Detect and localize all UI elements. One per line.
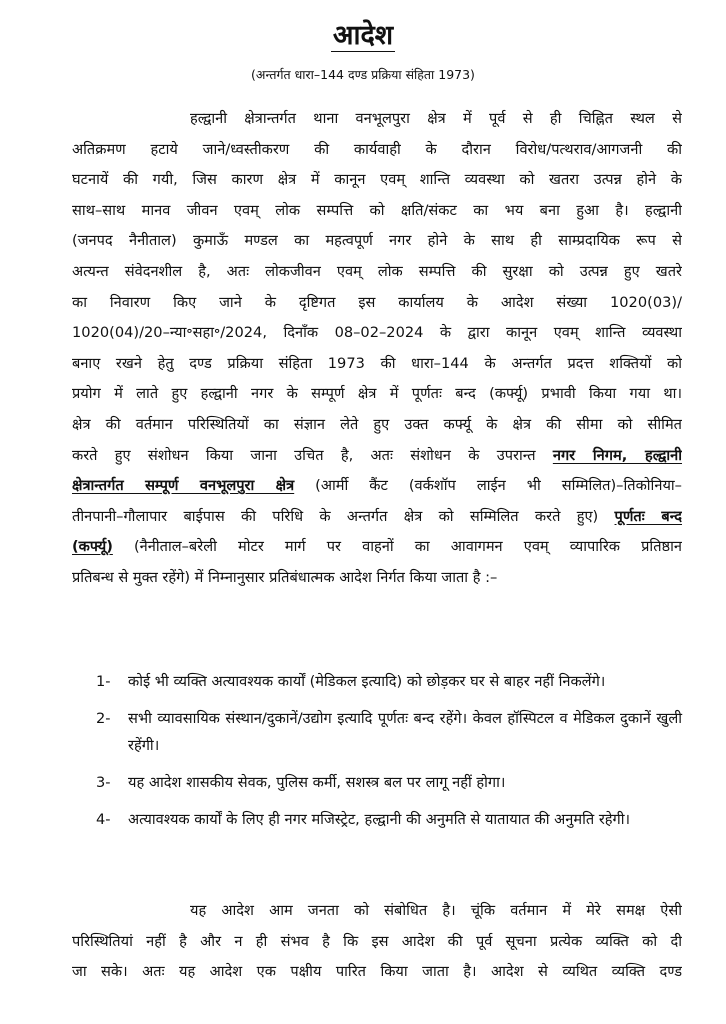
para1-line bbox=[72, 441, 682, 472]
para1-text: करते हुए संशोधन किया जाना उचित है, अतः संशोधन के उपरान्त bbox=[72, 446, 553, 464]
underlined-area-text: नगर निगम, हल्द्वानी bbox=[552, 446, 682, 464]
para1-line: घटनायें की गयी, जिस कारण क्षेत्र में कानून एवम् शान्ति व्यवस्था को खतरा उत्पन्न होने के bbox=[72, 171, 682, 189]
para1-line: का निवारण किए जाने के दृष्टिगत इस कार्यालय के आदेश संख्या 1020(03)/ bbox=[72, 293, 682, 311]
para1-line: हल्द्वानी क्षेत्रान्तर्गत थाना वनभूलपुरा क्षेत्र में पूर्व से ही चिह्नित स्थल से bbox=[190, 110, 682, 127]
para1-line bbox=[72, 502, 682, 533]
order-title-text: आदेश bbox=[332, 20, 394, 51]
para2-line: परिस्थितियां नहीं है और न ही संभव है कि इस आदेश की पूर्व सूचना प्रत्येक व्यक्ति को दी bbox=[72, 932, 682, 950]
underlined-curfew-text: पूर्णतः बन्द bbox=[614, 507, 682, 525]
list-item bbox=[72, 668, 682, 695]
para1-line: अत्यन्त संवेदनशील है, अतः लोकजीवन एवम् लोक सम्पत्ति की सुरक्षा को उत्पन्न हुए खतरे bbox=[72, 262, 682, 280]
para1-text: (आर्मी कैंट (वर्कशॉप लाईन भी सम्मिलित)–तिकोनिया– bbox=[294, 477, 682, 495]
list-item bbox=[72, 806, 682, 833]
order-subtitle: (अन्तर्गत धारा–144 दण्ड प्रक्रिया संहिता 1973) bbox=[251, 67, 475, 82]
underlined-curfew-text: (कर्फ्यू) bbox=[72, 538, 113, 556]
list-item bbox=[72, 705, 682, 759]
list-item bbox=[72, 769, 682, 796]
underlined-area-text: क्षेत्रान्तर्गत सम्पूर्ण वनभूलपुरा क्षेत्र bbox=[72, 477, 295, 495]
para1-line: बनाए रखने हेतु दण्ड प्रक्रिया संहिता 1973 की धारा–144 के अन्तर्गत प्रदत्त शक्तियों को bbox=[72, 354, 682, 372]
para1-line: (जनपद नैनीताल) कुमाऊँ मण्डल का महत्वपूर्ण नगर होने के साथ ही साम्प्रदायिक रूप से bbox=[72, 232, 682, 250]
para1-line bbox=[72, 471, 682, 502]
para2-line: यह आदेश आम जनता को संबोधित है। चूंकि वर्तमान में मेरे समक्ष ऐसी bbox=[190, 902, 682, 919]
order-title bbox=[0, 18, 726, 54]
para1-text: (नैनीताल–बरेली मोटर मार्ग पर वाहनों का आवागमन एवम् व्यापारिक प्रतिष्ठान bbox=[112, 538, 682, 556]
order-paragraph-2 bbox=[72, 896, 682, 988]
order-paragraph-1 bbox=[72, 104, 682, 594]
list-item-number: 2- bbox=[96, 710, 111, 727]
para2-line: जा सके। अतः यह आदेश एक पक्षीय पारित किया जाता है। आदेश से व्यथित व्यक्ति दण्ड bbox=[72, 963, 682, 981]
list-item-number: 1- bbox=[96, 673, 111, 690]
list-item-number: 3- bbox=[96, 774, 111, 791]
list-item-number: 4- bbox=[96, 811, 111, 828]
list-item-text: अत्यावश्यक कार्यों के लिए ही नगर मजिस्ट्रेट, हल्द्वानी की अनुमति से यातायात की अनुमति रहेगी। bbox=[128, 811, 631, 828]
para1-line bbox=[72, 532, 682, 563]
para1-line: क्षेत्र की वर्तमान परिस्थितियों का संज्ञान लेते हुए उक्त कर्फ्यू के क्षेत्र की सीमा को सीमित bbox=[72, 415, 682, 433]
para1-text: तीनपानी–गौलापार बाईपास की परिधि के अन्तर्गत क्षेत्र को सम्मिलित करते हुए) bbox=[72, 507, 615, 525]
list-item-text: कोई भी व्यक्ति अत्यावश्यक कार्यों (मेडिकल इत्यादि) को छोड़कर घर से बाहर नहीं निकलेंगे। bbox=[128, 673, 606, 690]
para1-line: प्रयोग में लाते हुए हल्द्वानी नगर के सम्पूर्ण क्षेत्र में पूर्णतः बन्द (कर्फ्यू) प्रभावी किया गया था। bbox=[72, 385, 682, 403]
para1-line: 1020(04)/20–न्या॰सहा॰/2024, दिनाँक 08–02–2024 के द्वारा कानून एवम् शान्ति व्यवस्था bbox=[72, 324, 682, 342]
para1-line: अतिक्रमण हटाये जाने/ध्वस्तीकरण की कार्यवाही के दौरान विरोध/पत्थराव/आगजनी की bbox=[72, 140, 682, 158]
para1-line: प्रतिबन्ध से मुक्त रहेंगे) में निम्नानुसार प्रतिबंधात्मक आदेश निर्गत किया जाता है :– bbox=[72, 568, 498, 586]
order-items-list bbox=[72, 668, 682, 843]
para1-line: साथ–साथ मानव जीवन एवम् लोक सम्पत्ति को क्षति/संकट का भय बना हुआ है। हल्द्वानी bbox=[72, 201, 682, 219]
list-item-text: सभी व्यावसायिक संस्थान/दुकानें/उद्योग इत्यादि पूर्णतः बन्द रहेंगे। केवल हॉस्पिटल व मेडिकल दुकानें खुली रहेंगी। bbox=[128, 710, 682, 754]
list-item-text: यह आदेश शासकीय सेवक, पुलिस कर्मी, सशस्त्र बल पर लागू नहीं होगा। bbox=[128, 774, 506, 791]
